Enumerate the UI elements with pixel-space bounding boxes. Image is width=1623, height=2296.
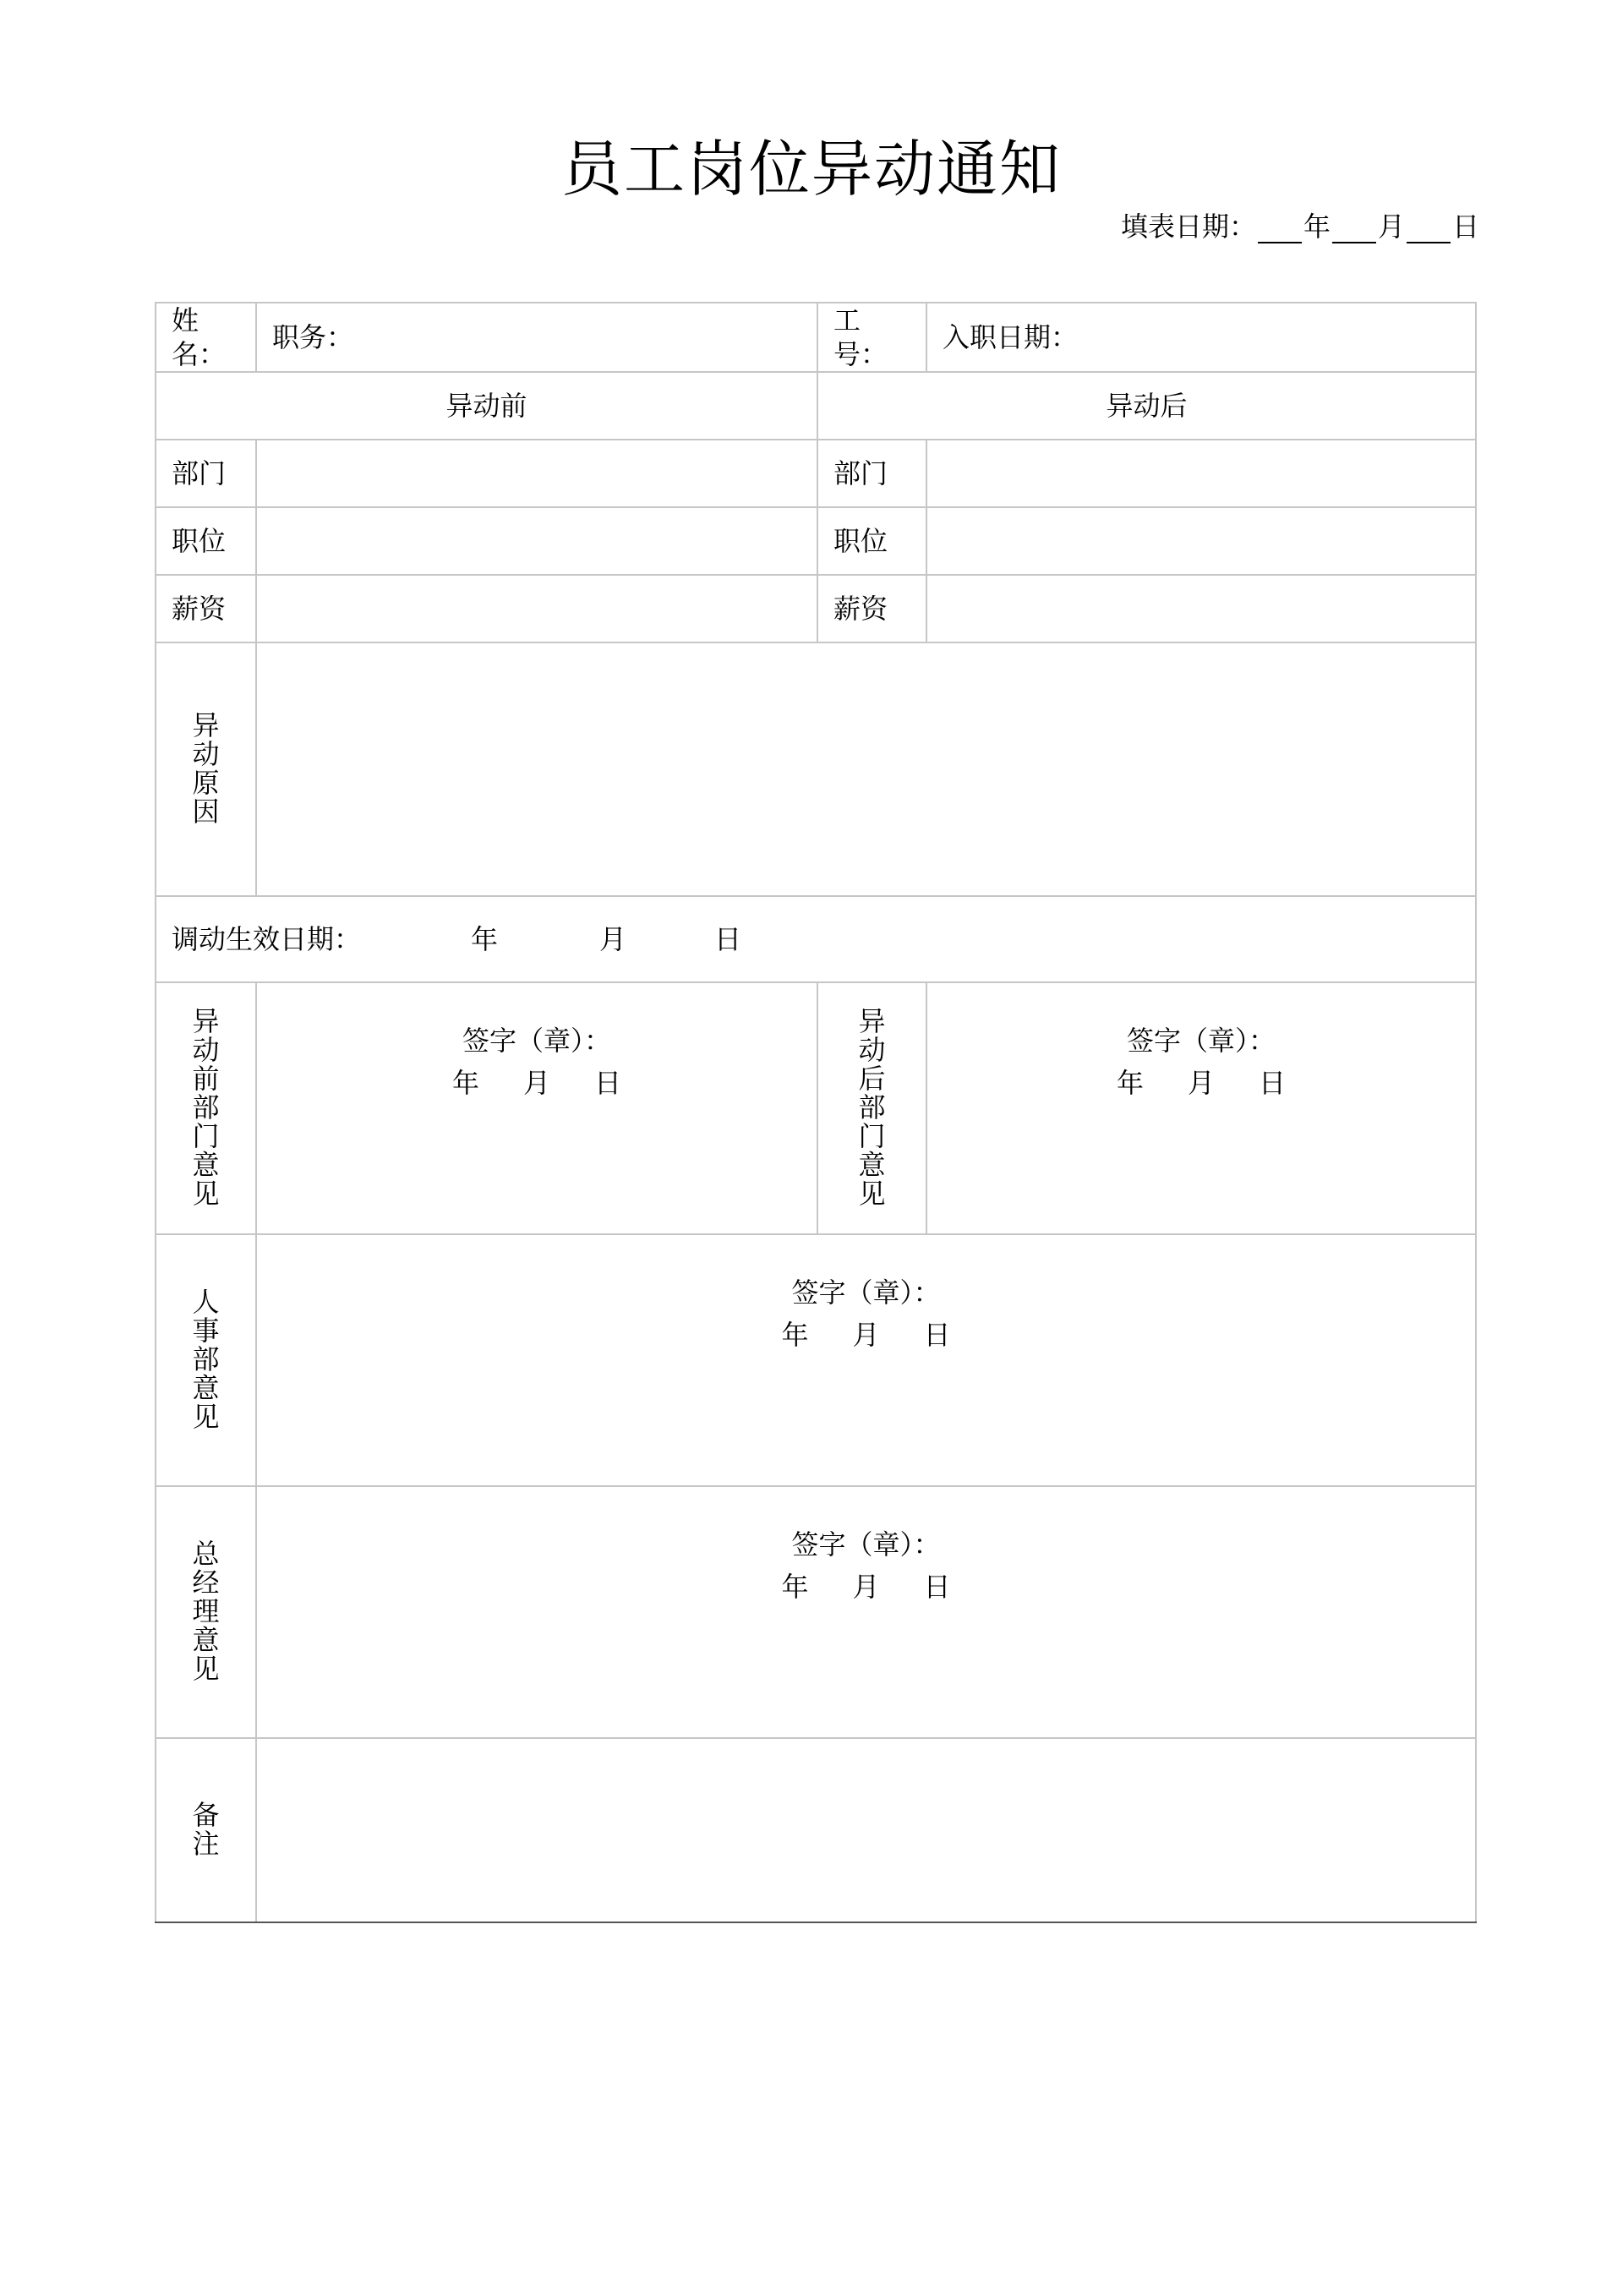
gm-sign-month: 月 bbox=[852, 1571, 880, 1603]
after-dept-signature-date bbox=[1117, 1066, 1286, 1100]
reason-label-cell bbox=[156, 642, 256, 896]
after-dept-sign-month: 月 bbox=[1187, 1067, 1215, 1099]
after-dept-sign-year: 年 bbox=[1116, 1067, 1144, 1099]
fill-date-day-blank[interactable] bbox=[1407, 216, 1451, 243]
department-row bbox=[156, 440, 1476, 507]
position-label: 职务： bbox=[272, 321, 354, 353]
section-header-row bbox=[156, 372, 1476, 440]
salary-row bbox=[156, 575, 1476, 642]
after-department-value[interactable] bbox=[926, 440, 1476, 507]
before-job-value[interactable] bbox=[256, 507, 817, 575]
header-row bbox=[156, 303, 1476, 372]
before-dept-sign-day: 日 bbox=[594, 1067, 622, 1099]
before-dept-opinion-value[interactable] bbox=[256, 982, 817, 1234]
effective-date-year: 年 bbox=[471, 923, 499, 955]
hr-opinion-value[interactable] bbox=[256, 1234, 1476, 1486]
fill-date-label: 填表日期： bbox=[1120, 210, 1256, 243]
effective-date-row bbox=[156, 896, 1476, 982]
remarks-row bbox=[156, 1738, 1476, 1922]
after-dept-sign-day: 日 bbox=[1259, 1067, 1287, 1099]
hr-opinion-label-cell bbox=[156, 1234, 256, 1486]
fill-date-year-label: 年 bbox=[1303, 210, 1331, 243]
hire-date-label: 入职日期： bbox=[943, 321, 1079, 353]
before-salary-label: 薪资 bbox=[156, 575, 256, 642]
after-dept-opinion-label-cell bbox=[817, 982, 926, 1234]
hr-signature-label: 签字（章）： bbox=[791, 1276, 941, 1309]
gm-signature-date bbox=[781, 1570, 950, 1604]
hr-sign-month: 月 bbox=[852, 1319, 880, 1351]
hr-sign-day: 日 bbox=[923, 1319, 951, 1351]
gm-opinion-label: 总经理意见 bbox=[192, 1537, 220, 1685]
transfer-form-table bbox=[155, 302, 1477, 1923]
after-dept-opinion-value[interactable] bbox=[926, 982, 1476, 1234]
before-dept-opinion-label: 异动前部门意见 bbox=[192, 1004, 220, 1210]
after-salary-value[interactable] bbox=[926, 575, 1476, 642]
reason-row bbox=[156, 642, 1476, 896]
name-label: 姓名： bbox=[172, 304, 227, 370]
effective-date-cell[interactable] bbox=[156, 896, 1476, 982]
after-dept-signature-label: 签字（章）： bbox=[1126, 1025, 1276, 1057]
gm-sign-day: 日 bbox=[923, 1571, 951, 1603]
employee-id-label: 工号： bbox=[833, 304, 888, 370]
effective-date-day: 日 bbox=[714, 923, 742, 955]
fill-date-month-label: 月 bbox=[1377, 210, 1405, 243]
remarks-label-cell bbox=[156, 1738, 256, 1922]
before-department-label: 部门 bbox=[156, 440, 256, 507]
remarks-label: 备注 bbox=[192, 1798, 220, 1860]
before-job-label: 职位 bbox=[156, 507, 256, 575]
fill-date-year-blank[interactable] bbox=[1258, 216, 1302, 243]
remarks-value[interactable] bbox=[256, 1738, 1476, 1922]
gm-sign-year: 年 bbox=[781, 1571, 809, 1603]
after-job-label: 职位 bbox=[817, 507, 926, 575]
reason-value[interactable] bbox=[256, 642, 1476, 896]
hr-signature-date bbox=[781, 1318, 950, 1352]
gm-opinion-row bbox=[156, 1486, 1476, 1738]
hr-opinion-label: 人事部意见 bbox=[192, 1285, 220, 1433]
before-dept-sign-month: 月 bbox=[522, 1067, 550, 1099]
reason-label: 异动原因 bbox=[192, 708, 220, 828]
position-cell[interactable] bbox=[256, 303, 817, 372]
department-opinion-row bbox=[156, 982, 1476, 1234]
gm-signature-label: 签字（章）： bbox=[791, 1528, 941, 1561]
hr-sign-year: 年 bbox=[781, 1319, 809, 1351]
after-department-label: 部门 bbox=[817, 440, 926, 507]
before-section-header: 异动前 bbox=[156, 372, 817, 440]
hr-signature-block bbox=[257, 1235, 1475, 1352]
gm-signature-block bbox=[257, 1487, 1475, 1604]
fill-date-day-label: 日 bbox=[1451, 210, 1479, 243]
hr-opinion-row bbox=[156, 1234, 1476, 1486]
before-dept-signature-date bbox=[452, 1066, 621, 1100]
gm-opinion-value[interactable] bbox=[256, 1486, 1476, 1738]
before-department-value[interactable] bbox=[256, 440, 817, 507]
after-dept-opinion-label: 异动后部门意见 bbox=[858, 1004, 886, 1210]
hire-date-cell[interactable] bbox=[926, 303, 1476, 372]
before-dept-signature-block bbox=[257, 983, 817, 1100]
before-dept-signature-label: 签字（章）： bbox=[462, 1025, 611, 1057]
after-salary-label: 薪资 bbox=[817, 575, 926, 642]
effective-date-label: 调动生效日期： bbox=[172, 923, 362, 955]
gm-opinion-label-cell bbox=[156, 1486, 256, 1738]
name-label-cell bbox=[156, 303, 256, 372]
after-dept-signature-block bbox=[927, 983, 1475, 1100]
effective-date-month: 月 bbox=[599, 923, 627, 955]
before-dept-opinion-label-cell bbox=[156, 982, 256, 1234]
before-dept-sign-year: 年 bbox=[451, 1067, 479, 1099]
job-row bbox=[156, 507, 1476, 575]
before-salary-value[interactable] bbox=[256, 575, 817, 642]
after-section-header: 异动后 bbox=[817, 372, 1476, 440]
after-job-value[interactable] bbox=[926, 507, 1476, 575]
fill-date-month-blank[interactable] bbox=[1332, 216, 1376, 243]
fill-date bbox=[1121, 210, 1479, 243]
page-title: 员工岗位异动通知 bbox=[560, 134, 1062, 205]
employee-id-label-cell bbox=[817, 303, 926, 372]
